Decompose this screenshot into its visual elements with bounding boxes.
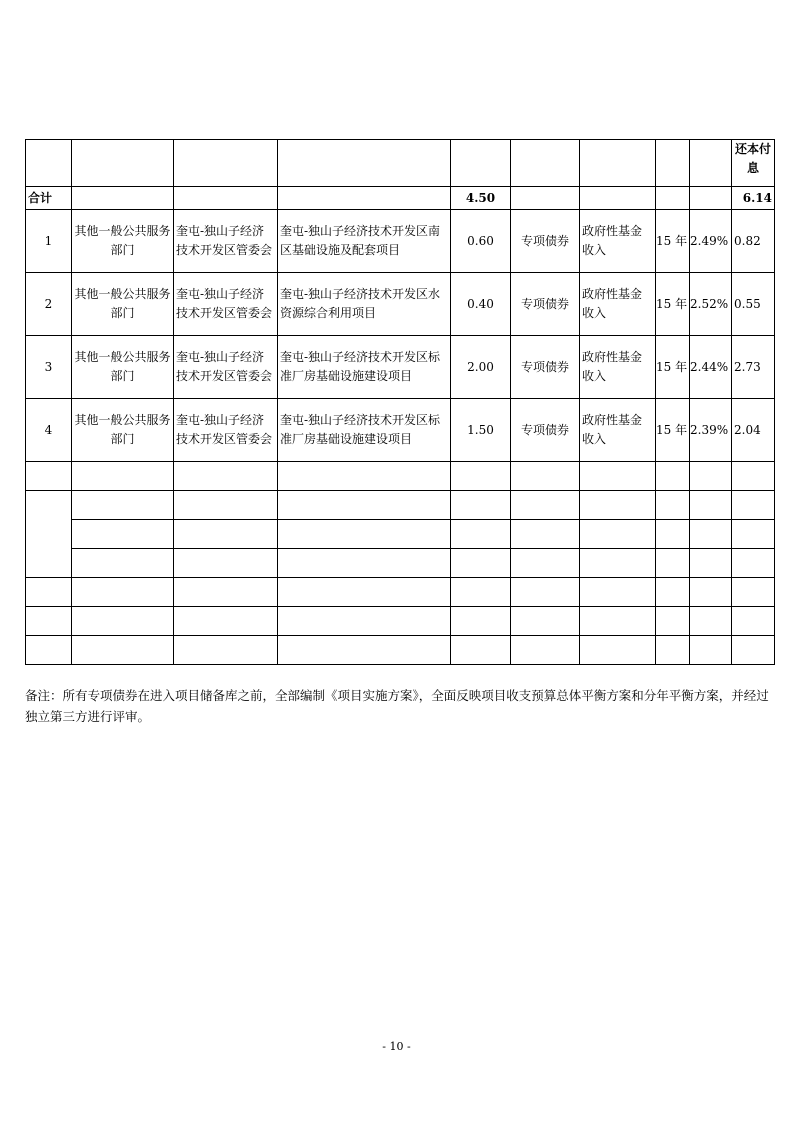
row-amount: 0.60 bbox=[451, 210, 511, 273]
empty-cell bbox=[690, 462, 732, 491]
row-term: 15 年 bbox=[656, 399, 690, 462]
empty-row bbox=[26, 491, 775, 520]
row-number: 1 bbox=[26, 210, 72, 273]
empty-cell bbox=[278, 187, 451, 210]
empty-cell bbox=[656, 578, 690, 607]
row-rate: 2.49% bbox=[690, 210, 732, 273]
empty-cell bbox=[174, 491, 278, 520]
empty-cell bbox=[511, 520, 580, 549]
table-row bbox=[26, 210, 775, 273]
empty-cell bbox=[174, 549, 278, 578]
table-row bbox=[26, 399, 775, 462]
merged-empty-cell bbox=[26, 491, 72, 578]
empty-cell bbox=[511, 549, 580, 578]
empty-cell bbox=[732, 462, 775, 491]
row-amount: 0.40 bbox=[451, 273, 511, 336]
empty-cell bbox=[511, 491, 580, 520]
total-repay: 6.14 bbox=[732, 187, 775, 210]
empty-cell bbox=[690, 607, 732, 636]
row-category: 其他一般公共服务部门 bbox=[72, 210, 174, 273]
empty-row bbox=[26, 607, 775, 636]
header-cell bbox=[174, 140, 278, 187]
empty-cell bbox=[690, 549, 732, 578]
bond-project-table bbox=[25, 139, 775, 665]
row-bond-type: 专项债券 bbox=[511, 336, 580, 399]
empty-cell bbox=[656, 187, 690, 210]
empty-cell bbox=[451, 520, 511, 549]
empty-row bbox=[26, 520, 775, 549]
row-term: 15 年 bbox=[656, 273, 690, 336]
empty-cell bbox=[278, 520, 451, 549]
empty-cell bbox=[174, 187, 278, 210]
empty-cell bbox=[72, 491, 174, 520]
table-total-row bbox=[26, 187, 775, 210]
empty-cell bbox=[72, 520, 174, 549]
row-term: 15 年 bbox=[656, 210, 690, 273]
empty-cell bbox=[580, 520, 656, 549]
empty-cell bbox=[580, 462, 656, 491]
empty-cell bbox=[656, 520, 690, 549]
page-number: - 10 - bbox=[382, 1040, 411, 1053]
row-project: 奎屯-独山子经济技术开发区标准厂房基础设施建设项目 bbox=[278, 399, 451, 462]
empty-cell bbox=[690, 520, 732, 549]
empty-cell bbox=[278, 549, 451, 578]
empty-cell bbox=[690, 187, 732, 210]
row-bond-type: 专项债券 bbox=[511, 399, 580, 462]
row-number: 4 bbox=[26, 399, 72, 462]
footnote: 备注：所有专项债券在进入项目储备库之前，全部编制《项目实施方案》，全面反映项目收支预算总体平衡方案和分年平衡方案，并经过独立第三方进行评审。 bbox=[25, 688, 769, 724]
empty-cell bbox=[690, 636, 732, 665]
row-project: 奎屯-独山子经济技术开发区标准厂房基础设施建设项目 bbox=[278, 336, 451, 399]
row-department: 奎屯-独山子经济技术开发区管委会 bbox=[174, 210, 278, 273]
header-cell bbox=[451, 140, 511, 187]
header-cell bbox=[580, 140, 656, 187]
empty-cell bbox=[451, 607, 511, 636]
row-source: 政府性基金收入 bbox=[580, 273, 656, 336]
row-department: 奎屯-独山子经济技术开发区管委会 bbox=[174, 336, 278, 399]
empty-cell bbox=[72, 187, 174, 210]
table-row bbox=[26, 273, 775, 336]
header-cell bbox=[690, 140, 732, 187]
empty-cell bbox=[690, 578, 732, 607]
empty-cell bbox=[511, 187, 580, 210]
empty-cell bbox=[72, 549, 174, 578]
empty-cell bbox=[511, 636, 580, 665]
empty-cell bbox=[511, 462, 580, 491]
empty-cell bbox=[26, 607, 72, 636]
empty-cell bbox=[278, 462, 451, 491]
empty-cell bbox=[732, 636, 775, 665]
row-source: 政府性基金收入 bbox=[580, 336, 656, 399]
empty-cell bbox=[451, 462, 511, 491]
row-term: 15 年 bbox=[656, 336, 690, 399]
table-row bbox=[26, 336, 775, 399]
empty-cell bbox=[174, 636, 278, 665]
empty-cell bbox=[690, 491, 732, 520]
empty-cell bbox=[732, 578, 775, 607]
row-category: 其他一般公共服务部门 bbox=[72, 273, 174, 336]
row-category: 其他一般公共服务部门 bbox=[72, 336, 174, 399]
empty-cell bbox=[656, 636, 690, 665]
empty-cell bbox=[451, 578, 511, 607]
row-bond-type: 专项债券 bbox=[511, 210, 580, 273]
empty-cell bbox=[656, 462, 690, 491]
row-source: 政府性基金收入 bbox=[580, 399, 656, 462]
empty-cell bbox=[580, 636, 656, 665]
row-department: 奎屯-独山子经济技术开发区管委会 bbox=[174, 399, 278, 462]
empty-cell bbox=[656, 491, 690, 520]
empty-cell bbox=[580, 607, 656, 636]
table-header-row bbox=[26, 140, 775, 187]
empty-cell bbox=[278, 636, 451, 665]
empty-cell bbox=[26, 636, 72, 665]
row-number: 2 bbox=[26, 273, 72, 336]
row-repay: 0.55 bbox=[732, 273, 775, 336]
empty-cell bbox=[580, 187, 656, 210]
empty-cell bbox=[174, 607, 278, 636]
row-repay: 2.73 bbox=[732, 336, 775, 399]
empty-cell bbox=[732, 549, 775, 578]
row-department: 奎屯-独山子经济技术开发区管委会 bbox=[174, 273, 278, 336]
row-amount: 1.50 bbox=[451, 399, 511, 462]
empty-cell bbox=[72, 607, 174, 636]
empty-cell bbox=[174, 520, 278, 549]
row-repay: 2.04 bbox=[732, 399, 775, 462]
header-cell bbox=[511, 140, 580, 187]
row-rate: 2.52% bbox=[690, 273, 732, 336]
empty-cell bbox=[26, 462, 72, 491]
row-project: 奎屯-独山子经济技术开发区南区基础设施及配套项目 bbox=[278, 210, 451, 273]
empty-cell bbox=[174, 578, 278, 607]
empty-cell bbox=[26, 578, 72, 607]
row-category: 其他一般公共服务部门 bbox=[72, 399, 174, 462]
header-cell bbox=[656, 140, 690, 187]
empty-cell bbox=[278, 491, 451, 520]
empty-cell bbox=[451, 636, 511, 665]
empty-cell bbox=[656, 607, 690, 636]
empty-row bbox=[26, 549, 775, 578]
row-number: 3 bbox=[26, 336, 72, 399]
empty-cell bbox=[451, 491, 511, 520]
empty-cell bbox=[580, 578, 656, 607]
row-rate: 2.44% bbox=[690, 336, 732, 399]
empty-cell bbox=[580, 491, 656, 520]
empty-cell bbox=[580, 549, 656, 578]
row-bond-type: 专项债券 bbox=[511, 273, 580, 336]
row-source: 政府性基金收入 bbox=[580, 210, 656, 273]
empty-cell bbox=[72, 578, 174, 607]
row-rate: 2.39% bbox=[690, 399, 732, 462]
total-amount: 4.50 bbox=[451, 187, 511, 210]
header-cell bbox=[278, 140, 451, 187]
row-repay: 0.82 bbox=[732, 210, 775, 273]
empty-row bbox=[26, 578, 775, 607]
empty-cell bbox=[451, 549, 511, 578]
row-project: 奎屯-独山子经济技术开发区水资源综合利用项目 bbox=[278, 273, 451, 336]
empty-cell bbox=[656, 549, 690, 578]
empty-row bbox=[26, 636, 775, 665]
total-label: 合计 bbox=[26, 187, 72, 210]
empty-cell bbox=[732, 491, 775, 520]
row-amount: 2.00 bbox=[451, 336, 511, 399]
empty-cell bbox=[511, 607, 580, 636]
header-cell bbox=[72, 140, 174, 187]
empty-cell bbox=[732, 607, 775, 636]
empty-cell bbox=[732, 520, 775, 549]
empty-cell bbox=[278, 578, 451, 607]
empty-row bbox=[26, 462, 775, 491]
empty-cell bbox=[72, 636, 174, 665]
header-repay: 还本付息 bbox=[732, 140, 775, 187]
empty-cell bbox=[174, 462, 278, 491]
empty-cell bbox=[278, 607, 451, 636]
header-cell bbox=[26, 140, 72, 187]
empty-cell bbox=[72, 462, 174, 491]
empty-cell bbox=[511, 578, 580, 607]
